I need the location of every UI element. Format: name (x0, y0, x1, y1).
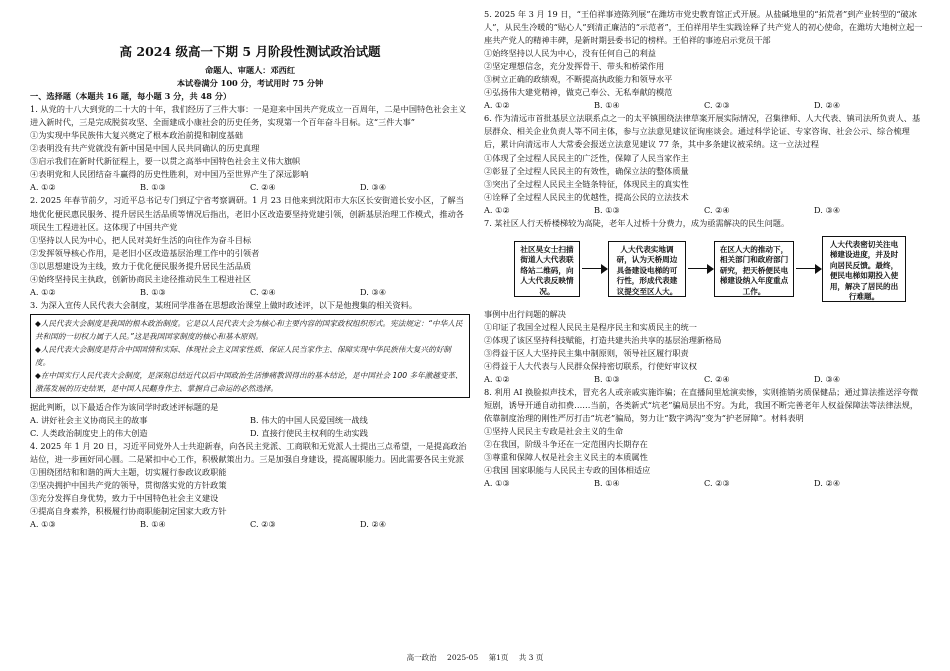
option-a: A. ①② (30, 182, 56, 193)
statement-item: ④得益于人大代表与人民群众保持密切联系，行使好审议权 (484, 360, 697, 371)
statement-item: ①印证了我国全过程人民民主是程序民主和实质民主的统一 (484, 321, 697, 332)
answer-options (484, 204, 924, 217)
statement-item: ②体现了该区坚持科技赋能，打造共建共治共享的基层治理新格局 (484, 334, 722, 345)
material-box (30, 314, 470, 398)
option-b: B. ①③ (140, 182, 166, 193)
statement-item: ③启示我们在新时代新征程上，要一以贯之高举中国特色社会主义伟大旗帜 (30, 156, 301, 167)
option-b: B. ①③ (594, 374, 620, 385)
answer-options (30, 414, 470, 427)
footer-total: 共 3 页 (518, 653, 544, 662)
material-paragraph: ◆在中国实行人民代表大会制度，是深刻总结近代以后中国政治生活惨痛教训得出的基本结论，是中国社会 100 多年激越变革、激荡发展的历史结果，是中国人民翻身作主、掌握自己命运的必然选择。 (35, 370, 463, 393)
option-d: D. ②④ (360, 519, 387, 530)
section-heading: 一、选择题（本题共 16 题，每小题 3 分，共 48 分） (30, 91, 232, 102)
question-stem: 5. 2025 年 3 月 19 日，“王伯祥事迹陈列展”在潍坊市党史教育馆正式开展。从盐碱地里的“拓荒者”到产业转型的“破冰人”，从民生冷暖的“贴心人”到清正廉洁的“示范者”，王伯祥用毕生实践诠释了共产党人的初心使命，在潍坊大地树立起一座共产党人的精神丰碑，是新时期县委书记的榜样。王伯祥的事迹启示党员干部 (484, 9, 923, 46)
option-d: D. ③④ (814, 204, 841, 215)
option-b: B. ①③ (140, 286, 166, 297)
statement-item: ③得益于区人大坚持民主集中制原则，领导社区履行职责 (484, 347, 689, 358)
statement-item: ②彰显了全过程人民民主的有效性，确保立法的整体质量 (484, 165, 689, 176)
material-paragraph: ◆人民代表大会制度是我国的根本政治制度。它是以人民代表大会为核心和主要内容的国家政权组织形式。宪法规定：“中华人民共和国的一切权力属于人民。”这是我国国家制度的核心和基本原则。 (35, 318, 463, 341)
statement-item: ③尊重和保障人权是社会主义民主的本质属性 (484, 452, 648, 463)
arrow-right-icon (580, 264, 608, 274)
option-c: C. ②④ (250, 286, 276, 297)
answer-options (484, 477, 924, 490)
right-column (484, 8, 924, 490)
statement-item: ④始终坚持民主执政，创新协商民主途径推动民生工程进社区 (30, 273, 252, 284)
option-a: A. ①③ (484, 478, 510, 489)
option-c: C. ②④ (704, 204, 730, 215)
option-d: D. ③④ (814, 374, 841, 385)
option-d: D. ③④ (360, 182, 387, 193)
statement-item: ①体现了全过程人民民主的广泛性，保障了人民当家作主 (484, 152, 689, 163)
option-c: C. ②③ (704, 478, 730, 489)
option-b: B. ①④ (594, 478, 620, 489)
question-3 (30, 299, 470, 440)
statement-item: ①围绕团结和和谐的两大主题，切实履行参政议政职能 (30, 467, 227, 478)
statement-item: ③以思想建设为主线，致力于优化便民服务提升居民生活品质 (30, 260, 252, 271)
answer-options (484, 99, 924, 112)
footer-page: 第1页 (488, 653, 509, 662)
option-d: D. ②④ (814, 478, 841, 489)
option-a: A. ①② (484, 100, 510, 111)
option-d: D. ②④ (814, 100, 841, 111)
statement-item: ④诠释了全过程人民民主的优越性，提高公民的立法技术 (484, 191, 689, 202)
flow-step-3: 在区人大的推动下，相关部门和政府部门研究，把天桥便民电梯建设纳入年度重点工作。 (714, 241, 794, 297)
page-footer (0, 652, 950, 663)
question-stem: 7. 某社区人行天桥楼梯较为高陡，老年人过桥十分费力，成为亟需解决的民生问题。 (484, 217, 790, 228)
option-c: C. ②③ (250, 519, 276, 530)
option-a: A. ①③ (30, 519, 56, 530)
statement-item: ④表明党和人民团结奋斗赢得的历史性胜利，对中国乃至世界产生了深远影响 (30, 169, 309, 180)
question-stem: 3. 为深入宣传人民代表大会制度，某班同学准备在思想政治课堂上做时政述评，以下是他搜集的相关资料。 (30, 299, 418, 310)
question-stem: 8. 利用 AI 换脸拟声技术，冒充名人或亲戚实施诈骗；在直播间里尬演卖惨，实则推销劣质保健品；通过算法推送浮夸微短剧，诱导开通自动扣费……当前，各类新式“坑老”骗局层出不穷。为此，我国不断完善老年人权益保障法等法律法规，依靠制度治理的刚性严厉打击“坑老”骗局，努力让“数字鸿沟”变为“护老屏障”。材料表明 (484, 387, 919, 424)
statement-item: ①坚持以人民为中心，把人民对美好生活的向往作为奋斗目标 (30, 234, 252, 245)
statement-item: ①为实现中华民族伟大复兴奠定了根本政治前提和制度基础 (30, 130, 243, 141)
answer-options (30, 427, 470, 440)
option-a: A. ①② (30, 286, 56, 297)
left-column (30, 38, 470, 531)
answer-options (30, 518, 470, 531)
option-a: A. ①② (484, 204, 510, 215)
flow-step-2: 人大代表实地调研，认为天桥周边具备建设电梯的可行性，形成代表建议提交至区人大。 (608, 241, 686, 297)
footer-subject: 高一政治 (406, 653, 437, 662)
option-a: A. ①② (484, 374, 510, 385)
process-flowchart (514, 236, 924, 302)
statement-item: ①坚持人民民主专政是社会主义的生命 (484, 426, 624, 437)
question-5 (484, 8, 924, 112)
exam-authors: 命题人、审题人：邓西红 (204, 65, 296, 75)
option-b: B. ①③ (594, 204, 620, 215)
exam-title: 高 2024 级高一下期 5 月阶段性测试政治试题 (119, 44, 381, 59)
statement-item: ②在我国，阶级斗争还在一定范围内长期存在 (484, 439, 648, 450)
statement-item: ④提高自身素养，积极履行协商职能制定国家大政方针 (30, 506, 227, 517)
option-a: A. 讲好社会主义协商民主的故事 (30, 414, 148, 425)
flow-step-1: 社区昊女士扫描街道人大代表联络站二维码，向人大代表反映情况。 (514, 241, 580, 297)
option-c: C. ②④ (250, 182, 276, 193)
material-paragraph: ◆人民代表大会制度是符合中国国情和实际、体现社会主义国家性质、保证人民当家作主、保障实现中华民族伟大复兴的好制度。 (35, 344, 451, 367)
flow-step-4: 人大代表密切关注电梯建设进度，并及时向居民反馈。最终，便民电梯如期投入使用，解决了居民的出行难题。 (822, 236, 906, 302)
option-d: D. ③④ (360, 286, 387, 297)
arrow-right-icon (686, 264, 714, 274)
statement-item: ④弘扬伟大建党精神，做克己奉公、无私奉献的模范 (484, 87, 673, 98)
option-b: B. 伟大的中国人民爱国统一战线 (250, 414, 368, 425)
question-2 (30, 194, 470, 298)
question-6 (484, 112, 924, 216)
question-4 (30, 440, 470, 531)
statement-item: ②表明没有共产党就没有新中国是中国人民共同确认的历史真理 (30, 143, 260, 154)
question-stem: 2. 2025 年春节前夕，习近平总书记专门到辽宁省考察调研。1 月 23 日他来到沈阳市大东区长安街道长安小区，了解当地优化便民惠民服务、提升居民生活品质等情况后指出，老旧小区改造要坚持党建引领，创新基层治理工作模式，推动各项民生工程进社区。这体现了中国共产党 (30, 195, 464, 232)
statement-item: ③突出了全过程人民民主全链条特征，体现民主的真实性 (484, 178, 689, 189)
option-d: D. 直接行使民主权利的生动实践 (250, 427, 368, 438)
option-b: B. ①④ (140, 519, 166, 530)
statement-item: ②坚定理想信念，充分发挥骨干、带头和桥梁作用 (484, 61, 665, 72)
question-1 (30, 103, 470, 194)
answer-options (30, 181, 470, 194)
question-prompt: 事例中出行问题的解决 (484, 308, 566, 319)
answer-options (30, 286, 470, 299)
question-8 (484, 386, 924, 490)
statement-item: ③充分发挥自身优势，致力于中国特色社会主义建设 (30, 493, 219, 504)
statement-item: ②坚决拥护中国共产党的领导，贯彻落实党的方针政策 (30, 480, 227, 491)
statement-item: ③树立正确的政绩观，不断提高执政能力和领导水平 (484, 74, 673, 85)
statement-item: ①始终坚持以人民为中心，没有任何自己的利益 (484, 48, 656, 59)
option-c: C. ②③ (704, 100, 730, 111)
question-stem: 4. 2025 年 1 月 20 日，习近平同党外人士共迎新春，向各民主党派、工商联和无党派人士提出三点希望，一是提高政治站位，进一步画好同心圆。二是紧扣中心工作，积极献策出力。三是加强自身建设，提高履职能力。因此需要各民主党派 (30, 441, 467, 465)
footer-date: 2025-05 (447, 653, 479, 662)
question-stem: 1. 从党的十八大到党的二十大的十年，我们经历了三件大事：一是迎来中国共产党成立一百周年，二是中国特色社会主义进入新时代，三是完成脱贫攻坚、全面建成小康社会的历史任务，实现第一个百年奋斗目标。这“三件大事” (30, 104, 467, 128)
statement-item: ④我国 国家职能与人民民主专政的国体相适应 (484, 465, 651, 476)
exam-info: 本试卷满分 100 分，考试用时 75 分钟 (176, 78, 324, 89)
arrow-right-icon (794, 264, 822, 274)
question-7 (484, 217, 924, 386)
answer-options (484, 373, 924, 386)
question-stem: 6. 作为清远市首批基层立法联系点之一的太平镇围绕法律草案开展实际情况，召集律师、人大代表、镇司法所负责人、基层群众、相关企业负责人等不同主体，参与立法意见建议征询座谈会。通过科学论证、专家咨询、社会公示、综合梳理后，累计向清远市人大常委会报送立法意见建议 77 条，其中多条建议被采纳。这一立法过程 (484, 113, 921, 150)
option-c: C. ②④ (704, 374, 730, 385)
option-c: C. 人类政治制度史上的伟大创造 (30, 427, 148, 438)
option-b: B. ①④ (594, 100, 620, 111)
question-prompt: 据此判断，以下最适合作为该同学时政述评标题的是 (30, 401, 219, 412)
statement-item: ②发挥领导核心作用，是老旧小区改造基层治理工作中的引领者 (30, 247, 260, 258)
